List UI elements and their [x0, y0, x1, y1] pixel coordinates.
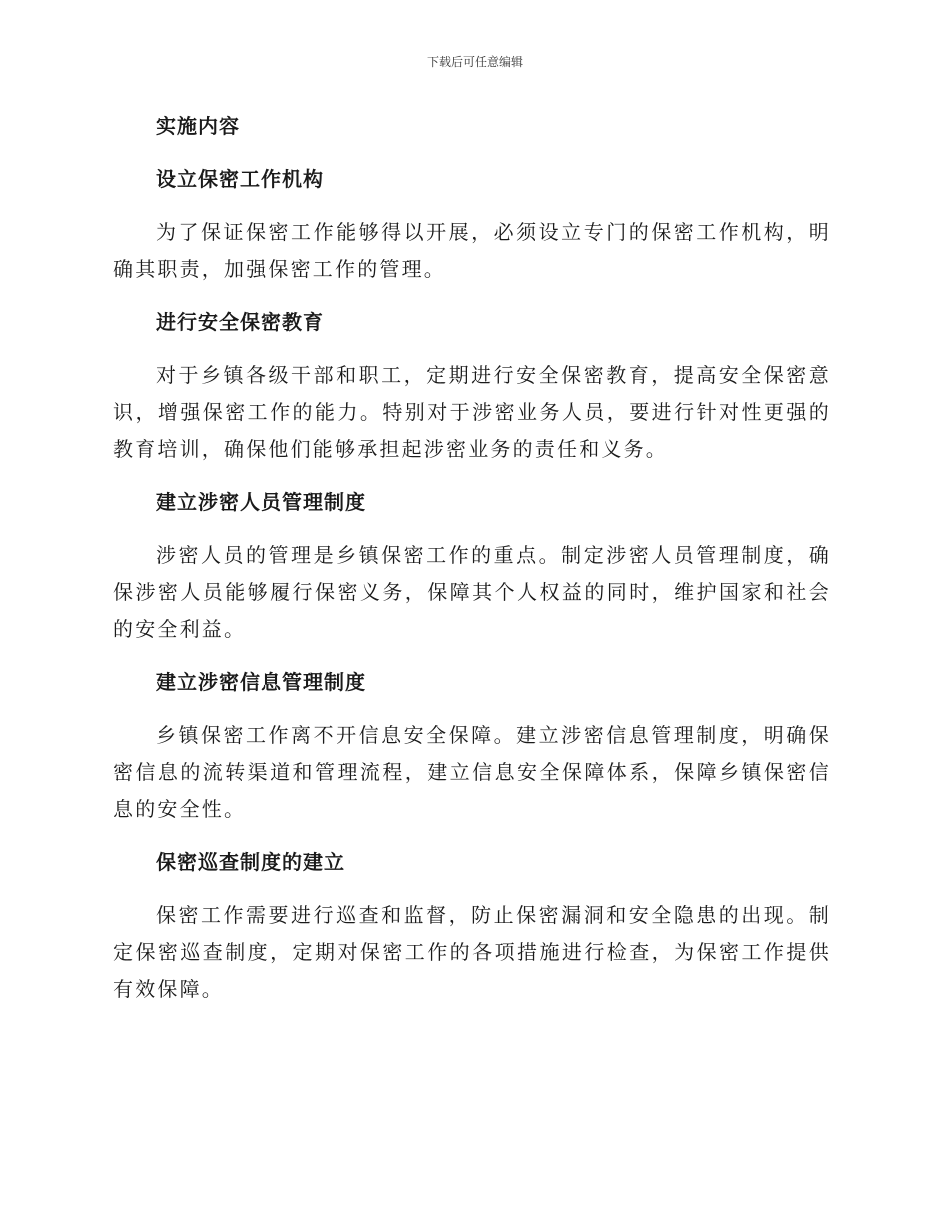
section-paragraph: 保密工作需要进行巡查和监督，防止保密漏洞和安全隐患的出现。制定保密巡查制度，定期对保密工作的各项措施进行检查，为保密工作提供有效保障。: [113, 903, 831, 1001]
section-paragraph: 乡镇保密工作离不开信息安全保障。建立涉密信息管理制度，明确保密信息的流转渠道和管理流程，建立信息安全保障体系，保障乡镇保密信息的安全性。: [113, 723, 831, 821]
section-paragraph: 涉密人员的管理是乡镇保密工作的重点。制定涉密人员管理制度，确保涉密人员能够履行保密义务，保障其个人权益的同时，维护国家和社会的安全利益。: [113, 543, 831, 641]
section-heading: 设立保密工作机构: [156, 167, 324, 191]
section-heading: 进行安全保密教育: [156, 310, 324, 334]
section-paragraph: 为了保证保密工作能够得以开展，必须设立专门的保密工作机构，明确其职责，加强保密工作的管理。: [113, 220, 831, 281]
section-paragraph: 对于乡镇各级干部和职工，定期进行安全保密教育，提高安全保密意识，增强保密工作的能力。特别对于涉密业务人员，要进行针对性更强的教育培训，确保他们能够承担起涉密业务的责任和义务。: [113, 363, 831, 461]
page-header-note: 下载后可任意编辑: [426, 55, 523, 69]
document-title: 实施内容: [156, 114, 240, 138]
section-heading: 建立涉密人员管理制度: [156, 490, 366, 514]
section-heading: 保密巡查制度的建立: [156, 850, 345, 874]
document-body: [113, 108, 831, 1024]
section-heading: 建立涉密信息管理制度: [156, 670, 366, 694]
